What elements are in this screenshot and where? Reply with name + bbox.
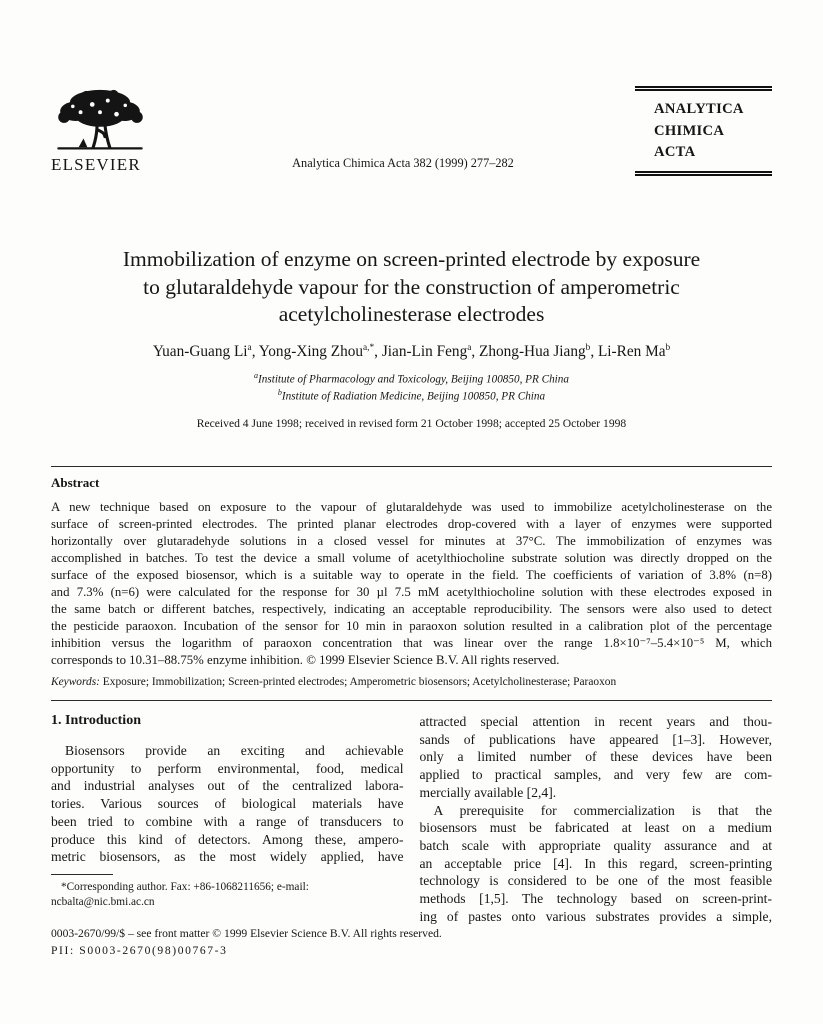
footnote-text	[51, 880, 404, 910]
text-line: and industrial analyses out of the centralized labora-	[51, 778, 404, 794]
journal-title-box	[635, 86, 772, 176]
section-heading-introduction: 1. Introduction	[51, 713, 141, 729]
author-list	[51, 343, 772, 361]
text-line: A prerequisite for commercialization is that the	[433, 802, 772, 818]
text-segment: , Zhong-Hua Jiang	[471, 342, 586, 360]
text-line: technology is considered to be one of the most feasible	[419, 873, 772, 889]
article-title	[51, 246, 772, 329]
text-line: only a limited number of these devices have been	[419, 749, 772, 765]
text-line: the same batch or different batches, respectively, indicating an acceptable reproducibility. The sensors were also used to detect	[51, 602, 772, 617]
intro-paragraph-left	[51, 742, 404, 866]
pii-line: PII: S0003-2670(98)00767-3	[51, 943, 228, 957]
text-line: ncbalta@nic.bmi.ac.cn	[51, 896, 155, 909]
abstract-text	[51, 499, 772, 669]
elsevier-wordmark: ELSEVIER	[51, 155, 141, 174]
text-segment: Yuan-Guang Li	[152, 342, 248, 360]
text-segment: Institute of Pharmacology and Toxicology, Beijing 100850, PR China	[258, 373, 569, 386]
superscript-marker: a	[247, 342, 252, 353]
text-line: surface of the exposed biosensor, which is a suitable way to operate in the field. The coefficients of variation of 3.8% (n=8)	[51, 568, 772, 583]
text-line: *Corresponding author. Fax: +86-1068211656; e-mail:	[61, 880, 309, 893]
superscript-marker: b	[277, 388, 282, 398]
text-line: corresponds to 10.31–88.75% enzyme inhibition. © 1999 Elsevier Science B.V. All rights reserved.	[51, 653, 560, 668]
text-line: and 7.3% (n=6) were calculated for the response for 30 µl 7.5 mM acetylthiocholine solution with these electrodes exposed in	[51, 585, 772, 600]
abstract-top-rule	[51, 466, 772, 467]
intro-paragraph-right-1	[420, 713, 773, 802]
text-segment: Institute of Radiation Medicine, Beijing 100850, PR China	[281, 391, 546, 404]
text-line: biosensors must be fabricated at least on a medium	[419, 820, 772, 836]
text-line: methods [1,5]. The technology based on screen-print-	[419, 891, 772, 907]
text-line: horizontally over glutaradehyde solutions in a closed vessel for minutes at 37°C. The immobilization of enzymes was	[51, 534, 772, 549]
text-line: ACTA	[654, 144, 696, 160]
keywords-line	[51, 676, 772, 688]
affiliations	[51, 369, 772, 404]
text-line: batch scale with appropriate quality assurance and at	[419, 837, 772, 853]
text-line: attracted special attention in recent years and thou-	[419, 714, 772, 730]
corresponding-author-footnote	[51, 874, 404, 910]
text-line: ANALYTICA	[654, 101, 744, 117]
journal-citation: Analytica Chimica Acta 382 (1999) 277–282	[292, 156, 514, 170]
text-line: produce this kind of detectors. Among these, ampero-	[51, 831, 404, 847]
text-line: inhibition versus the logarithm of paraoxon concentration that was linear over the range 1.8×10⁻⁷–5.4×10⁻⁵ M, which	[51, 636, 772, 651]
affiliation-b	[51, 386, 772, 404]
text-line: metric biosensors, as the most widely applied, have	[51, 849, 404, 865]
text-line: the pesticide paraoxon. Incubation of the sensor for 10 min in paraoxon solution resulted in a calibration plot of the percentage	[51, 619, 772, 634]
affiliation-a	[51, 369, 772, 387]
text-segment: , Jian-Lin Feng	[374, 342, 468, 360]
abstract-heading: Abstract	[51, 475, 100, 491]
article-history: Received 4 June 1998; received in revised form 21 October 1998; accepted 25 October 1998	[196, 417, 627, 431]
keywords-bottom-rule	[51, 700, 772, 701]
text-line: been tried to combine with a range of transducers to	[51, 813, 404, 829]
elsevier-logo	[51, 86, 171, 178]
footnote-rule	[51, 874, 113, 875]
text-line: applied to practical samples, and very few are com-	[419, 767, 772, 783]
issn-copyright-line: 0003-2670/99/$ – see front matter © 1999 Elsevier Science B.V. All rights reserved.	[51, 927, 442, 940]
text-line: an acceptable price [4]. In this regard, screen-printing	[419, 855, 772, 871]
superscript-marker: a,*	[363, 342, 375, 353]
left-column	[51, 713, 404, 925]
text-line: acetylcholinesterase electrodes	[278, 302, 545, 326]
keywords-label: Keywords:	[51, 676, 100, 689]
text-segment: , Yong-Xing Zhou	[251, 342, 364, 360]
keywords-text: Exposure; Immobilization; Screen-printed electrodes; Amperometric biosensors; Acetylcholinesterase; Paraoxon	[102, 676, 617, 689]
superscript-marker: a	[254, 370, 259, 380]
journal-masthead	[51, 86, 772, 178]
text-line: ing of pastes onto various substrates provides a simple,	[419, 908, 772, 924]
text-line: to glutaraldehyde vapour for the construction of amperometric	[143, 274, 680, 299]
text-line: tories. Various sources of biological materials have	[51, 796, 404, 812]
body-columns	[51, 713, 772, 925]
superscript-marker: b	[665, 342, 671, 353]
elsevier-tree-icon	[51, 86, 149, 154]
text-line: Immobilization of enzyme on screen-printed electrode by exposure	[122, 247, 701, 271]
text-line: Biosensors provide an exciting and achievable	[65, 743, 404, 759]
text-line: mercially available [2,4].	[419, 784, 557, 800]
text-line: A new technique based on exposure to the vapour of glutaraldehyde was used to immobilize acetylcholinesterase on the	[51, 500, 772, 515]
superscript-marker: b	[585, 342, 591, 353]
right-column	[420, 713, 773, 925]
text-line: sands of publications have appeared [1–3]. However,	[419, 731, 772, 747]
page-footer	[51, 926, 442, 958]
intro-paragraph-right-2	[420, 802, 773, 926]
text-line: accomplished in batches. To test the device a small volume of acetylthiocholine substrate solution was directly dropped on the	[51, 551, 772, 566]
text-line: surface of screen-printed electrodes. The printed planar electrodes drop-covered with a layer of enzymes were supported	[51, 517, 772, 532]
text-line: CHIMICA	[654, 122, 725, 139]
text-line: opportunity to perform environmental, food, medical	[51, 760, 404, 776]
text-segment: , Li-Ren Ma	[590, 342, 666, 360]
superscript-marker: a	[467, 342, 472, 353]
